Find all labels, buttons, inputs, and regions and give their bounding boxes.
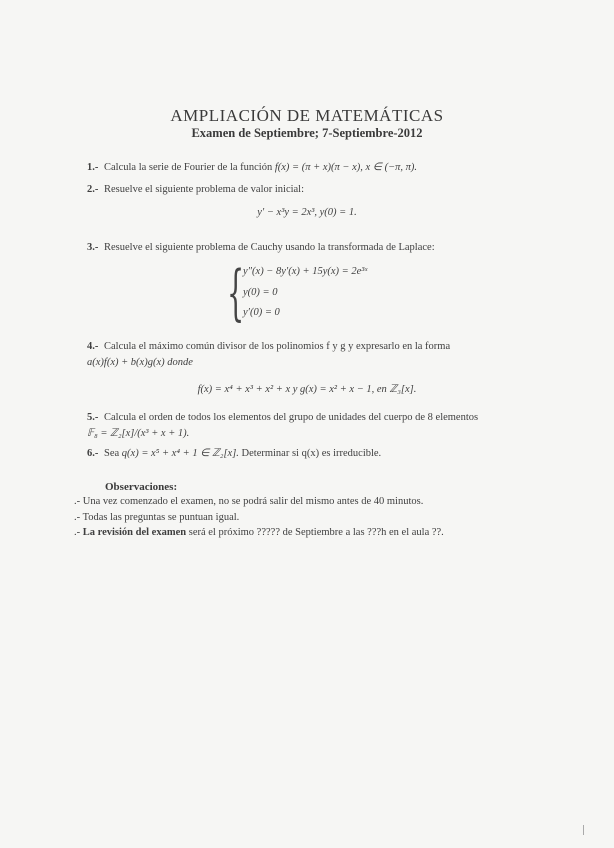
page-title: AMPLIACIÓN DE MATEMÁTICAS xyxy=(170,106,444,125)
system-equation-1: y″(x) − 8y′(x) + 15y(x) = 2e³ˣ xyxy=(243,266,368,277)
problem-number: 1.- xyxy=(87,162,99,173)
problem-text: Calcula la serie de Fourier de la función xyxy=(104,162,273,173)
problem-number: 2.- xyxy=(87,184,99,195)
problem-text: Sea xyxy=(104,448,120,459)
problem-4-equation: f(x) = x⁴ + x³ + x² + x y g(x) = x² + x − 1, en ℤ₃[x]. xyxy=(197,384,417,395)
problem-5 xyxy=(87,410,527,442)
problem-text: Calcula el máximo común divisor de los polinomios f y g y expresarlo en la forma xyxy=(104,341,451,352)
observation-bold-text: La revisión del examen xyxy=(82,527,187,538)
problem-math: f(x) = (π + x)(π − x), x ∈ (−π, π). xyxy=(272,162,418,173)
observation-item xyxy=(74,527,444,538)
problem-number: 5.- xyxy=(87,412,99,423)
problem-number: 6.- xyxy=(87,448,99,459)
observation-prefix: .- xyxy=(74,527,81,538)
observation-item xyxy=(74,512,239,523)
scan-edge-mark xyxy=(583,825,584,835)
observation-text: Una vez comenzado el examen, no se podrá salir del mismo antes de 40 minutos. xyxy=(82,496,424,507)
page-subtitle: Examen de Septiembre; 7-Septiembre-2012 xyxy=(191,126,423,140)
problem-2-equation: y′ − x³y = 2x³, y(0) = 1. xyxy=(257,207,357,218)
problem-text-line2: a(x)f(x) + b(x)g(x) donde xyxy=(87,357,193,368)
system-equation-2: y(0) = 0 xyxy=(243,287,278,298)
observations-heading: Observaciones: xyxy=(105,481,178,493)
problem-6 xyxy=(87,446,527,462)
problem-number: 4.- xyxy=(87,341,99,352)
problem-1 xyxy=(87,160,527,176)
problem-text-after: Determinar si q(x) es irreducible. xyxy=(238,448,382,459)
problem-3 xyxy=(87,240,527,256)
problem-text: Resuelve el siguiente problema de Cauchy usando la transformada de Laplace: xyxy=(104,242,435,253)
problem-number: 3.- xyxy=(87,242,99,253)
observation-prefix: .- xyxy=(74,496,81,507)
system-equation-3: y′(0) = 0 xyxy=(243,307,280,318)
problem-2 xyxy=(87,182,527,198)
problem-text-line2: 𝔽₈ = ℤ₂[x]/(x³ + x + 1). xyxy=(87,428,190,439)
observation-text: Todas las preguntas se puntuan igual. xyxy=(82,512,240,523)
observation-prefix: .- xyxy=(74,512,81,523)
problem-math: q(x) = x⁵ + x⁴ + 1 ∈ ℤ₂[x]. xyxy=(119,448,239,459)
problem-text: Resuelve el siguiente problema de valor inicial: xyxy=(104,184,305,195)
observation-item xyxy=(74,496,423,507)
observation-text: será el próximo ????? de Septiembre a las ???h en el aula ??. xyxy=(186,527,444,538)
left-brace-symbol: { xyxy=(227,258,245,328)
problem-text: Calcula el orden de todos los elementos del grupo de unidades del cuerpo de 8 elementos xyxy=(104,412,479,423)
problem-4 xyxy=(87,339,527,371)
